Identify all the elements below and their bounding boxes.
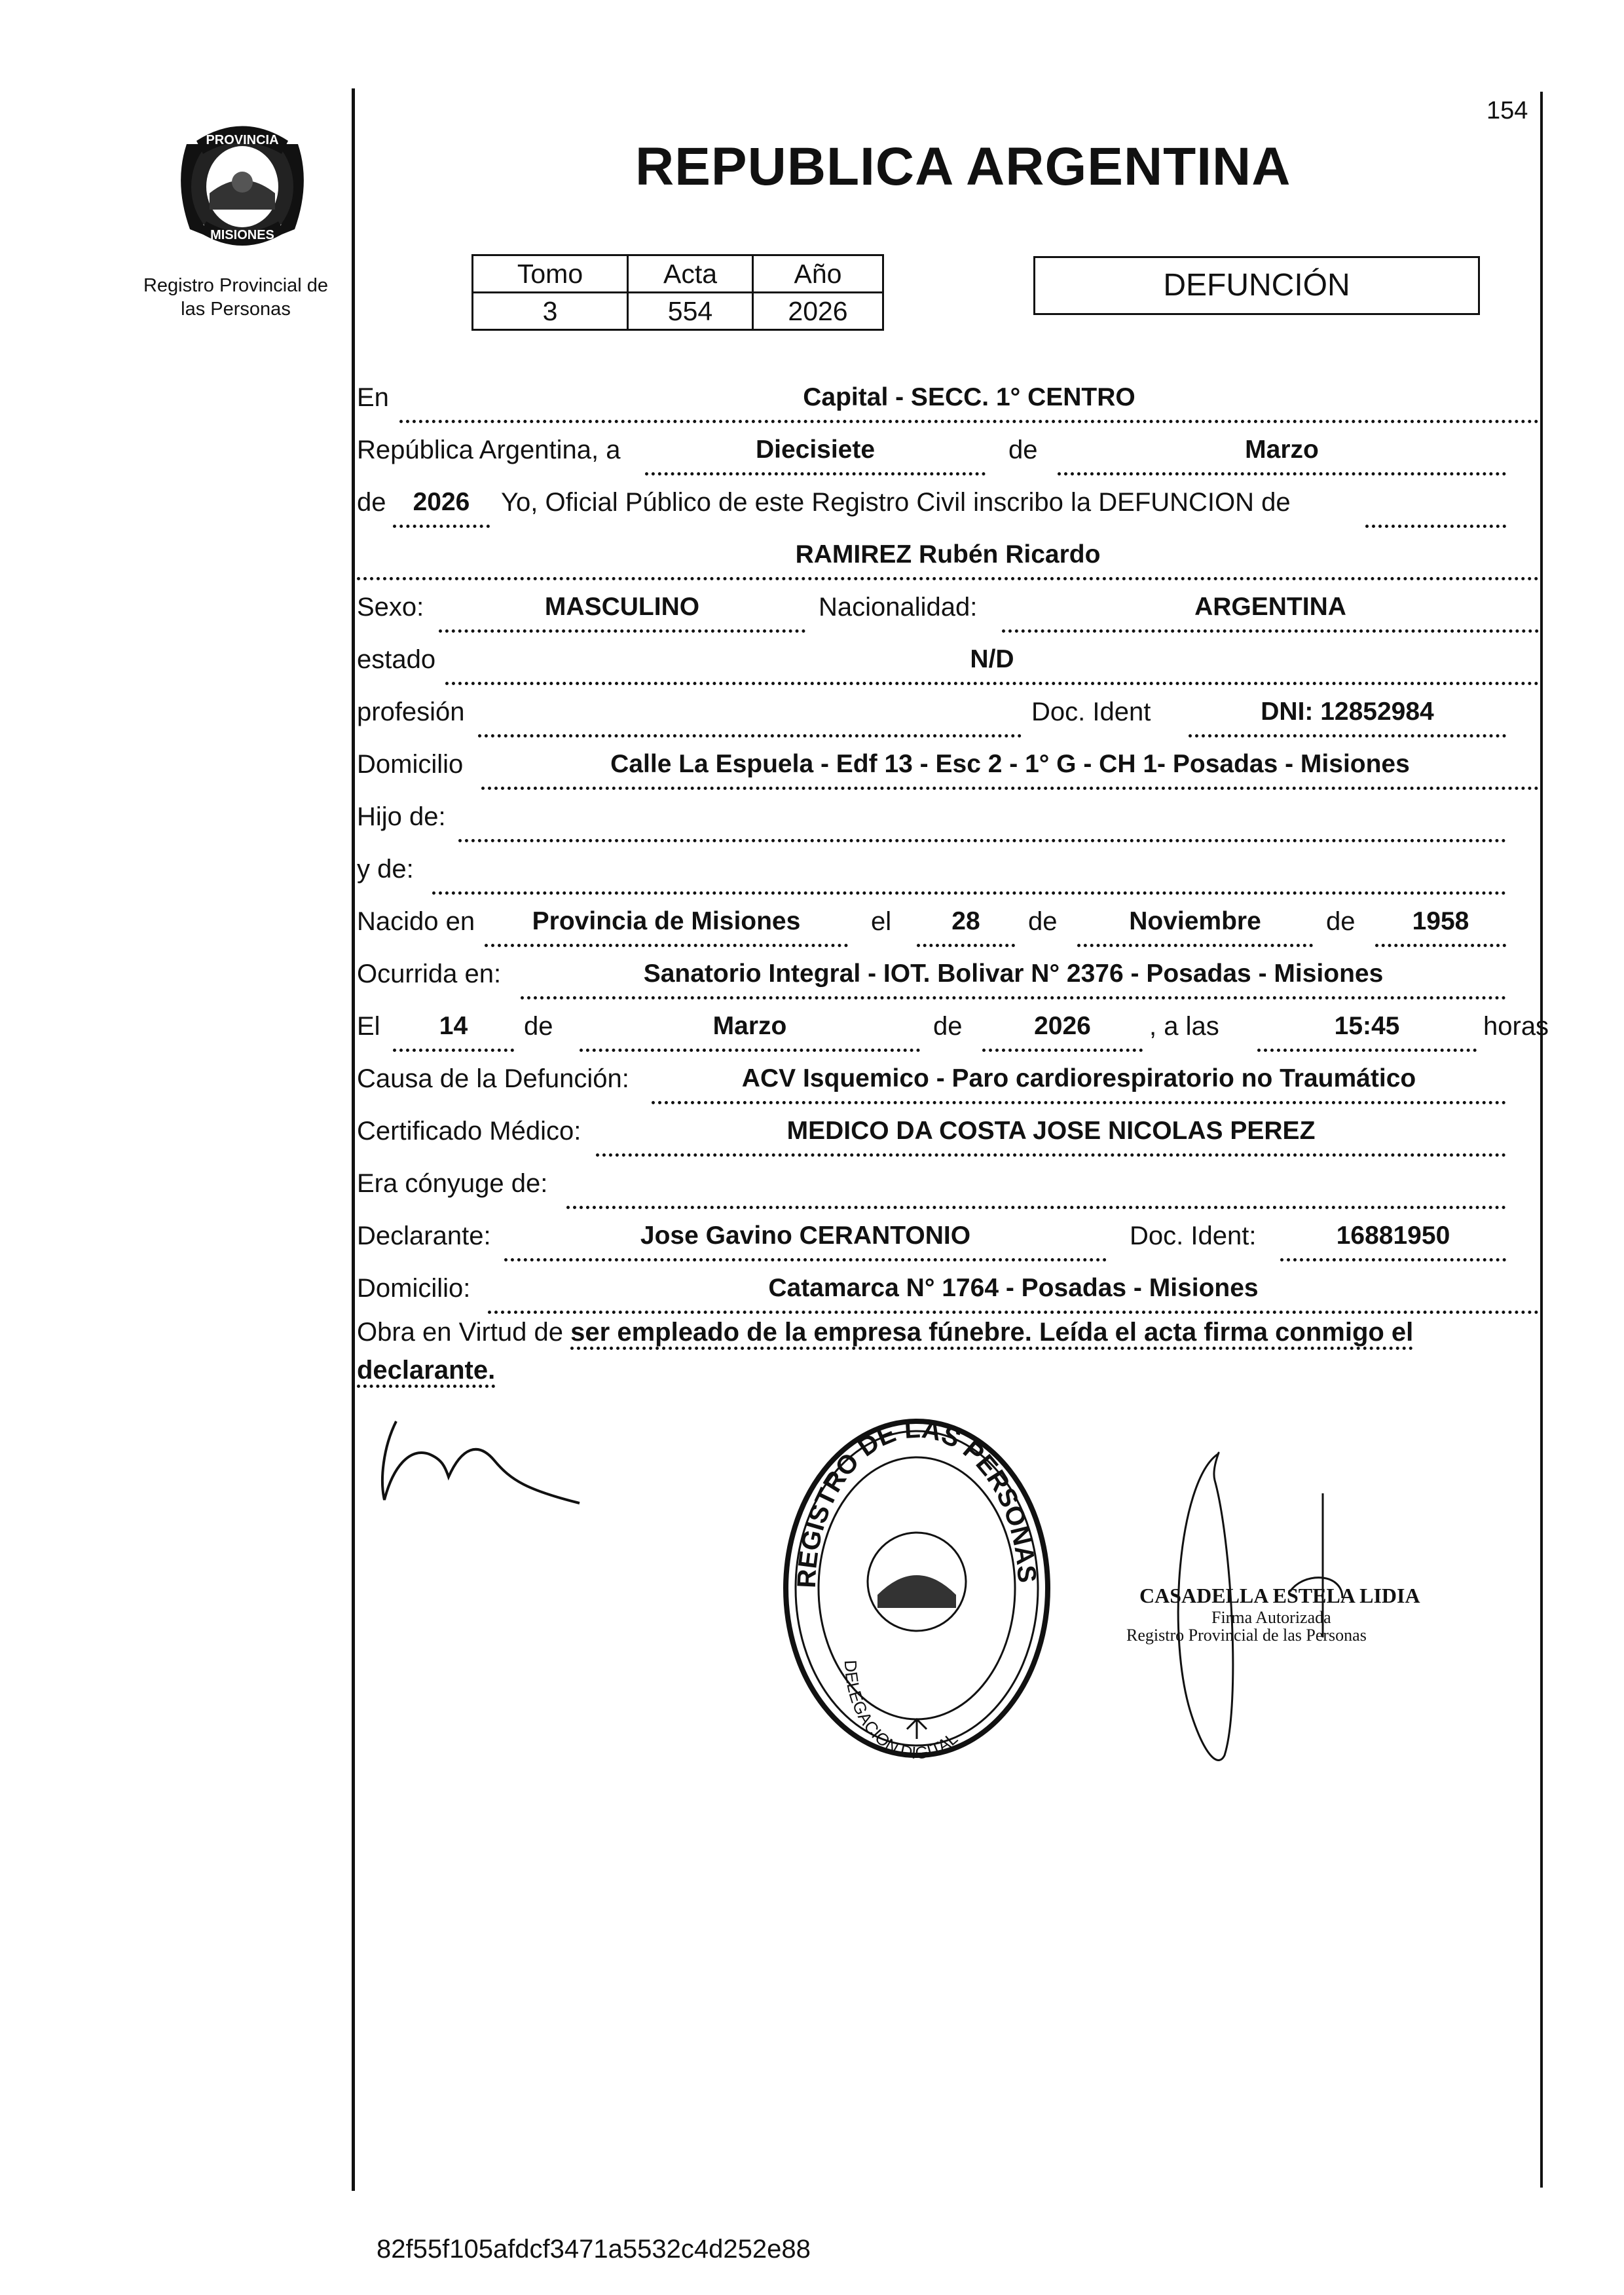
hijo-de-value xyxy=(458,802,1506,842)
registry-caption-line2: las Personas xyxy=(181,299,291,320)
nacido-day: 28 xyxy=(917,907,1015,947)
nacido-de1: de xyxy=(1028,907,1058,936)
row-causa xyxy=(357,1064,1539,1104)
profesion-label: profesión xyxy=(357,698,465,726)
anio-header: Año xyxy=(753,255,883,293)
deceased-name: RAMIREZ Rubén Ricardo xyxy=(357,540,1539,580)
row-nombre xyxy=(357,540,1539,580)
anio-text: Yo, Oficial Público de este Registro Civil inscribo la DEFUNCION de xyxy=(501,488,1291,517)
row-estado xyxy=(357,645,1539,684)
stamp-inner-text: DELEGACION DIGITAL xyxy=(840,1659,962,1763)
row-domicilio xyxy=(357,750,1539,789)
seal-bottom-text: MISIONES xyxy=(210,228,274,242)
official-name: CASADELLA ESTELA LIDIA xyxy=(1139,1584,1420,1607)
row-domicilio2 xyxy=(357,1274,1539,1313)
official-registry: Registro Provincial de las Personas xyxy=(1126,1626,1367,1645)
registry-caption-line1: Registro Provincial de xyxy=(143,275,329,296)
doc-ident-value: DNI: 12852984 xyxy=(1189,698,1506,737)
el-a-las: , a las xyxy=(1149,1012,1219,1041)
hijo-de-label: Hijo de: xyxy=(357,802,446,831)
certificado-value: MEDICO DA COSTA JOSE NICOLAS PEREZ xyxy=(596,1117,1506,1157)
row-hijo-de xyxy=(357,802,1539,842)
document-type-box: DEFUNCIÓN xyxy=(1033,256,1480,315)
seal-top-text: PROVINCIA xyxy=(206,133,279,147)
ocurrida-label: Ocurrida en: xyxy=(357,960,502,988)
page-title: REPUBLICA ARGENTINA xyxy=(635,137,1291,196)
obra-paragraph xyxy=(357,1313,1539,1389)
tomo-acta-table xyxy=(471,254,884,331)
row-anio xyxy=(357,488,1539,527)
domicilio2-label: Domicilio: xyxy=(357,1274,471,1303)
y-de-label: y de: xyxy=(357,855,414,884)
row-ocurrida xyxy=(357,960,1539,999)
anio-extra xyxy=(1365,488,1506,528)
tomo-value: 3 xyxy=(473,293,628,330)
obra-value-line2: declarante. xyxy=(357,1356,495,1388)
declarante-doc-value: 16881950 xyxy=(1280,1222,1506,1261)
domicilio-value: Calle La Espuela - Edf 13 - Esc 2 - 1° G - CH 1- Posadas - Misiones xyxy=(481,750,1539,790)
nacido-label: Nacido en xyxy=(357,907,475,936)
declarant-signature-icon xyxy=(370,1415,606,1513)
left-margin-rule xyxy=(352,88,355,2191)
declarante-value: Jose Gavino CERANTONIO xyxy=(504,1222,1107,1261)
el-de2: de xyxy=(933,1012,963,1041)
tomo-header: Tomo xyxy=(473,255,628,293)
fecha-label: República Argentina, a xyxy=(357,436,621,464)
nacido-month: Noviembre xyxy=(1077,907,1313,947)
anio-label: de xyxy=(357,488,386,517)
acta-header: Acta xyxy=(628,255,753,293)
row-certificado xyxy=(357,1117,1539,1156)
declarante-doc-label: Doc. Ident: xyxy=(1130,1222,1257,1250)
conyuge-value xyxy=(566,1169,1506,1209)
causa-value: ACV Isquemico - Paro cardiorespiratorio no Traumático xyxy=(652,1064,1506,1104)
stamp-text: REGISTRO DE LAS PERSONAS xyxy=(792,1414,1042,1589)
domicilio-label: Domicilio xyxy=(357,750,464,779)
el-de1: de xyxy=(524,1012,553,1041)
el-year: 2026 xyxy=(982,1012,1143,1052)
row-profesion xyxy=(357,698,1539,737)
doc-ident-label: Doc. Ident xyxy=(1031,698,1151,726)
nacido-el: el xyxy=(871,907,892,936)
declarante-label: Declarante: xyxy=(357,1222,491,1250)
official-role: Firma Autorizada xyxy=(1211,1608,1331,1627)
profesion-value xyxy=(478,698,1022,737)
obra-label: Obra en Virtud de xyxy=(357,1318,564,1347)
row-fecha xyxy=(357,436,1539,475)
anio-value: 2026 xyxy=(753,293,883,330)
registry-caption xyxy=(124,274,347,321)
obra-value-line1: ser empleado de la empresa fúnebre. Leída el acta firma conmigo el xyxy=(570,1318,1413,1350)
nacido-year: 1958 xyxy=(1375,907,1506,947)
fecha-day: Diecisiete xyxy=(645,436,986,476)
right-margin-rule xyxy=(1540,92,1543,2188)
nacionalidad-value: ARGENTINA xyxy=(1002,593,1539,633)
causa-label: Causa de la Defunción: xyxy=(357,1064,629,1093)
nacionalidad-label: Nacionalidad: xyxy=(819,593,978,622)
acta-value: 554 xyxy=(628,293,753,330)
fecha-month: Marzo xyxy=(1058,436,1506,476)
sexo-value: MASCULINO xyxy=(439,593,805,633)
nacido-place: Provincia de Misiones xyxy=(485,907,848,947)
domicilio2-value: Catamarca N° 1764 - Posadas - Misiones xyxy=(488,1274,1539,1314)
row-declarante xyxy=(357,1222,1539,1261)
sexo-label: Sexo: xyxy=(357,593,424,622)
y-de-value xyxy=(432,855,1506,895)
en-value: Capital - SECC. 1° CENTRO xyxy=(399,383,1539,423)
row-el xyxy=(357,1012,1549,1051)
el-time: 15:45 xyxy=(1257,1012,1477,1052)
certificado-label: Certificado Médico: xyxy=(357,1117,581,1146)
document-hash: 82f55f105afdcf3471a5532c4d252e88 xyxy=(377,2235,811,2264)
el-horas: horas xyxy=(1483,1012,1549,1041)
el-label: El xyxy=(357,1012,380,1041)
row-en xyxy=(357,383,1539,422)
estado-label: estado xyxy=(357,645,436,674)
row-y-de xyxy=(357,855,1539,894)
provincial-seal-icon xyxy=(160,105,324,269)
el-day: 14 xyxy=(393,1012,514,1052)
nacido-de2: de xyxy=(1326,907,1356,936)
row-sexo xyxy=(357,593,1539,632)
ocurrida-value: Sanatorio Integral - IOT. Bolivar N° 2376 - Posadas - Misiones xyxy=(521,960,1506,999)
row-nacido xyxy=(357,907,1539,946)
row-conyuge xyxy=(357,1169,1539,1208)
el-month: Marzo xyxy=(580,1012,920,1052)
anio-value: 2026 xyxy=(393,488,490,528)
fecha-de: de xyxy=(1008,436,1038,464)
registry-stamp-icon xyxy=(766,1411,1067,1765)
page-number: 154 xyxy=(1486,97,1528,124)
estado-value: N/D xyxy=(445,645,1539,685)
conyuge-label: Era cónyuge de: xyxy=(357,1169,548,1198)
en-label: En xyxy=(357,383,389,412)
